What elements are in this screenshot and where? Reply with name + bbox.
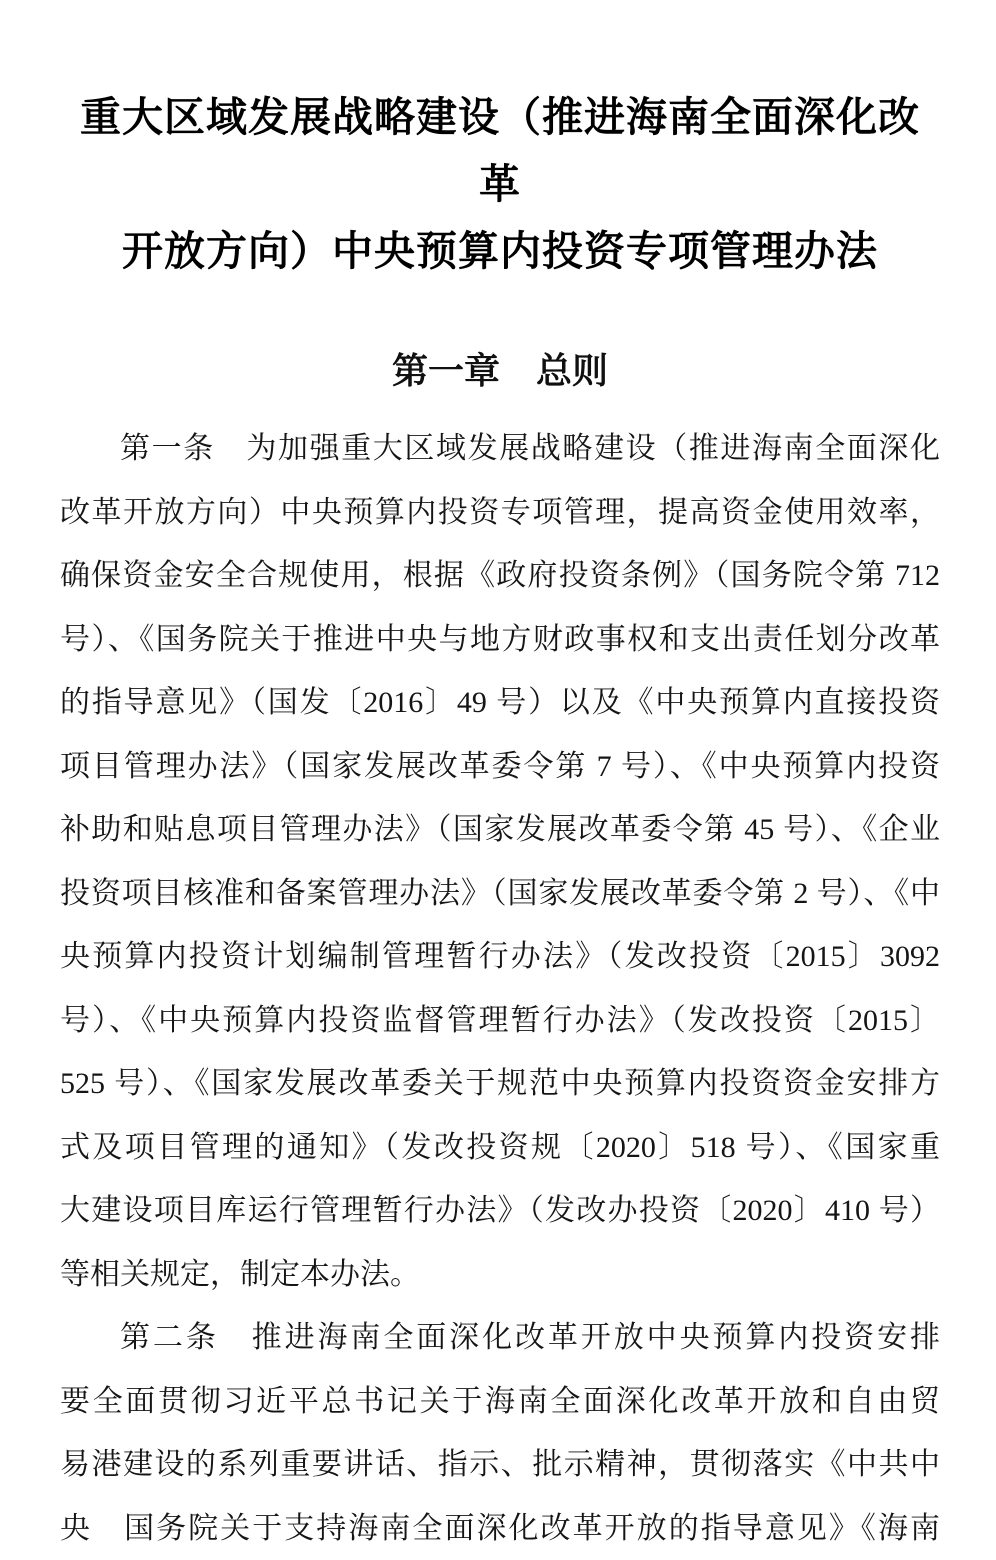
article-2 [60,1306,940,1560]
document-body [60,417,940,1560]
text-line: 投资项目核准和备案管理办法》（国家发展改革委令第 2 号）、《中 [60,862,940,926]
text-line: 的指导意见》（国发〔2016〕49 号）以及《中央预算内直接投资 [60,671,940,735]
text-line: 525 号）、《国家发展改革委关于规范中央预算内投资资金安排方 [60,1052,940,1116]
text-line: 式及项目管理的通知》（发改投资规〔2020〕518 号）、《国家重 [60,1116,940,1180]
text-line: 确保资金安全合规使用，根据《政府投资条例》（国务院令第 712 [60,544,940,608]
text-line: 号）、《国务院关于推进中央与地方财政事权和支出责任划分改革 [60,608,940,672]
text-line: 央预算内投资计划编制管理暂行办法》（发改投资〔2015〕3092 [60,925,940,989]
article-1 [60,417,940,1306]
text-line: 第二条 推进海南全面深化改革开放中央预算内投资安排 [60,1306,940,1370]
text-line: 改革开放方向）中央预算内投资专项管理，提高资金使用效率， [60,481,940,545]
text-line: 等相关规定，制定本办法。 [60,1243,940,1307]
document-title-line1: 重大区域发展战略建设（推进海南全面深化改革 [60,84,940,218]
text-line: 要全面贯彻习近平总书记关于海南全面深化改革开放和自由贸 [60,1370,940,1434]
text-line: 号）、《中央预算内投资监督管理暂行办法》（发改投资〔2015〕 [60,989,940,1053]
document-title-line2: 开放方向）中央预算内投资专项管理办法 [60,218,940,285]
document-title [60,84,940,285]
text-line: 项目管理办法》（国家发展改革委令第 7 号）、《中央预算内投资 [60,735,940,799]
text-line: 易港建设的系列重要讲话、指示、批示精神，贯彻落实《中共中 [60,1433,940,1497]
text-line: 第一条 为加强重大区域发展战略建设（推进海南全面深化 [60,417,940,481]
text-line: 大建设项目库运行管理暂行办法》（发改办投资〔2020〕410 号） [60,1179,940,1243]
text-line: 补助和贴息项目管理办法》（国家发展改革委令第 45 号）、《企业 [60,798,940,862]
text-line: 央 国务院关于支持海南全面深化改革开放的指导意见》《海南 [60,1497,940,1560]
chapter-heading: 第一章 总则 [60,349,940,393]
